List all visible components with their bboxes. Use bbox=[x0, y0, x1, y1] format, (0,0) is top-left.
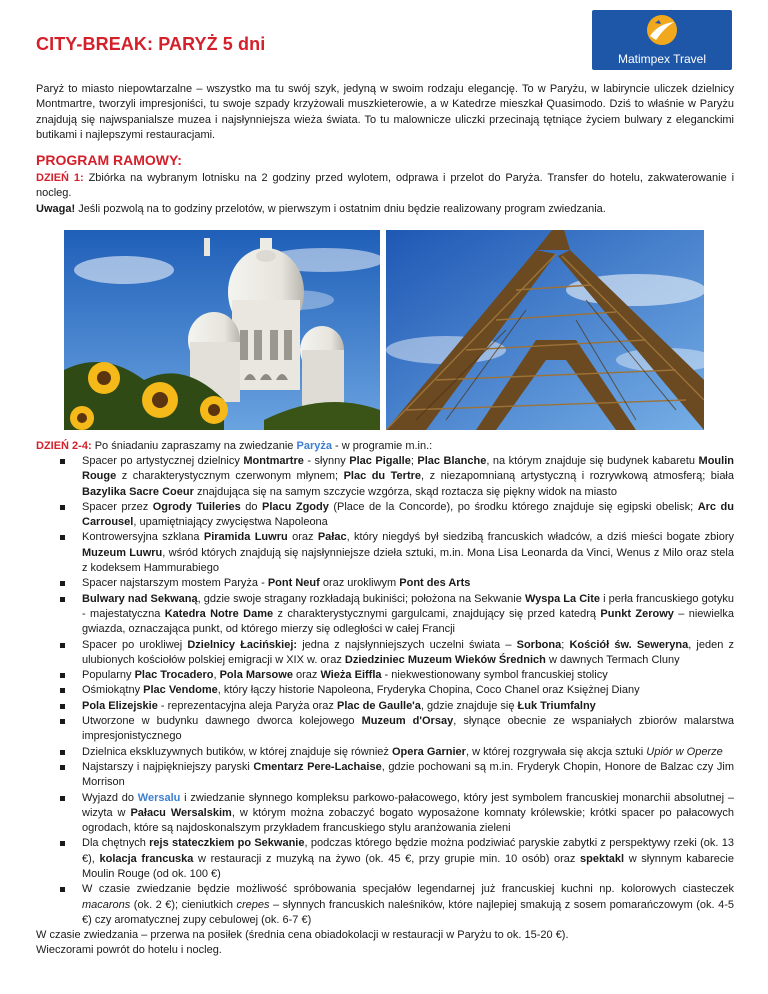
bullet-square-icon bbox=[60, 796, 65, 801]
bold-text: Plac Trocadero bbox=[134, 669, 214, 682]
program-bullet-item bbox=[36, 791, 734, 837]
bullet-text: , w której rozgrywała się akcja sztuki bbox=[465, 745, 647, 758]
bullet-text: ; bbox=[410, 455, 418, 467]
logo-emblem-icon bbox=[642, 14, 682, 46]
bold-text: Dzielnicy Łacińskiej: bbox=[187, 638, 298, 651]
company-logo bbox=[592, 10, 732, 70]
bold-text: spektakl bbox=[580, 852, 625, 865]
bold-text: Ogrody Tuileries bbox=[152, 500, 241, 513]
program-heading: PROGRAM RAMOWY: bbox=[36, 152, 182, 168]
bold-text: Pola Elizejskie bbox=[82, 699, 158, 712]
bold-text: Sorbona bbox=[516, 638, 562, 651]
day1-note-label: Uwaga! bbox=[36, 202, 76, 215]
bullet-text: , gdzie pochowani są m.in. Fryderyk Chopin, Honore de Balzac czy Jim Morrison bbox=[82, 760, 734, 789]
bullet-text: jedna z najsłynniejszych uczelni świata – bbox=[297, 638, 517, 651]
bold-text: Placu Zgody bbox=[262, 500, 329, 513]
program-bullet-item bbox=[36, 530, 734, 576]
bullet-square-icon bbox=[60, 535, 65, 540]
program-bullet-list bbox=[36, 454, 734, 928]
bold-text: Dziedziniec Muzeum Wieków Średnich bbox=[344, 653, 546, 666]
bullet-square-icon bbox=[60, 765, 65, 770]
day24-text-before: Po śniadaniu zapraszamy na zwiedzanie bbox=[94, 440, 294, 452]
bold-text: Opera Garnier bbox=[391, 745, 466, 758]
bullet-square-icon bbox=[60, 688, 65, 693]
bullet-text: , który łączy historie Napoleona, Fryderyka Chopina, Coco Chanel oraz Księżnej Diany bbox=[217, 684, 640, 697]
bullet-text: , z niezapomnianą artystyczną i rozrywkową atmosferą; biała bbox=[421, 470, 734, 483]
bullet-square-icon bbox=[60, 505, 65, 510]
bold-text: Punkt Zerowy bbox=[600, 607, 674, 620]
bullet-text: Wyjazd do bbox=[82, 791, 138, 804]
bullet-text: – niewielka gwiazda, oznaczająca punkt, od którego mierzy się odległości w całej Francji bbox=[82, 607, 734, 636]
bold-text: Arc du Carrousel bbox=[82, 500, 734, 529]
closing-section bbox=[36, 928, 734, 959]
bold-text: Muzeum d'Orsay bbox=[361, 715, 454, 728]
bullet-text: W czasie zwiedzanie będzie możliwość spróbowania specjałów legendarnej już francuskiej kuchni np. kolorowych ciasteczek bbox=[82, 883, 734, 896]
bullet-text: oraz urokliwym bbox=[319, 577, 400, 590]
bullet-text: , gdzie znajduje się bbox=[420, 699, 518, 712]
program-bullet-item bbox=[36, 683, 734, 698]
bullet-text: , w którym można zobaczyć bogato wyposażone komnaty królewskie; krótki spacer po pałacowych ogrodach, które są najdoskonalszym przykładem francuskiego stylu aranżowania zieleni bbox=[82, 806, 734, 835]
bullet-text: z charakterystycznym czerwonym młynem; bbox=[116, 470, 344, 483]
day24-text-after: - w programie m.in.: bbox=[335, 440, 433, 452]
bullet-square-icon bbox=[60, 750, 65, 755]
bullet-text: Spacer najstarszym mostem Paryża - bbox=[82, 577, 268, 590]
bullet-text: w słynnym kabarecie Moulin Rouge (od ok. 100 €) bbox=[82, 852, 734, 881]
program-bullet-item bbox=[36, 714, 734, 745]
bullet-text: - słynny bbox=[303, 455, 350, 467]
bullet-square-icon bbox=[60, 643, 65, 648]
bold-text: Wieża Eiffla bbox=[320, 669, 382, 682]
bullet-square-icon bbox=[60, 673, 65, 678]
closing-line-2: Wieczorami powrót do hotelu i nocleg. bbox=[36, 944, 222, 957]
bullet-text: , podczas którego będzie można podziwiać paryskie zabytki z perspektywy rzeki (ok. 13 €), bbox=[82, 837, 735, 865]
sacre-coeur-photo bbox=[64, 230, 380, 430]
bold-text: Plac Vendome bbox=[143, 684, 218, 697]
program-bullet-item bbox=[36, 745, 734, 760]
program-bullet-item bbox=[36, 592, 734, 638]
day1-section bbox=[36, 171, 734, 217]
bold-text: Bazylika Sacre Coeur bbox=[82, 485, 194, 498]
day24-label: DZIEŃ 2-4: bbox=[36, 440, 92, 452]
bullet-text: (Place de la Concorde), po środku którego znajduje się egipski obelisk; bbox=[328, 500, 698, 513]
bullet-square-icon bbox=[60, 459, 65, 464]
bullet-text: , na którym znajduje się budynek kabaretu bbox=[486, 455, 699, 467]
bold-text: Bulwary nad Sekwaną bbox=[82, 592, 198, 605]
bold-text: Plac Pigalle bbox=[349, 455, 411, 467]
bold-text: Pont des Arts bbox=[399, 577, 471, 590]
bold-text: Montmartre bbox=[243, 455, 304, 467]
bullet-square-icon bbox=[60, 841, 65, 846]
day1-note-text: Jeśli pozwolą na to godziny przelotów, w pierwszym i ostatnim dniu będzie realizowany program zwiedzania. bbox=[78, 202, 606, 215]
bullet-square-icon bbox=[60, 704, 65, 709]
bullet-text: Spacer po urokliwej bbox=[82, 638, 188, 651]
bullet-text: w restauracji z muzyką na żywo (ok. 45 €, przy grupie min. 10 osób) oraz bbox=[193, 852, 581, 865]
bold-text: Piramida Luwru bbox=[203, 531, 288, 544]
bullet-text: , gdzie swoje stragany rozkładają bukiniści; położona na Sekwanie bbox=[197, 592, 525, 605]
versailles-link[interactable]: Wersalu bbox=[137, 791, 181, 804]
bullet-text: - reprezentacyjna aleja Paryża oraz bbox=[157, 699, 337, 712]
bullet-text: z charakterystycznymi gargulcami, znajdujący się przed katedrą bbox=[273, 607, 601, 620]
bold-text: Kościół św. Seweryna bbox=[569, 638, 689, 651]
day24-intro bbox=[36, 439, 734, 454]
bullet-square-icon bbox=[60, 719, 65, 724]
bullet-text: i zwiedzanie słynnego kompleksu parkowo-pałacowego, który jest symbolem francuskiej monarchii absolutnej – wizyta w bbox=[82, 791, 735, 819]
program-bullet-item bbox=[36, 668, 734, 683]
bullet-text: znajdująca się na samym szczycie wzgórza, skąd roztacza się piękny widok na miasto bbox=[193, 485, 617, 498]
program-bullet-item bbox=[36, 836, 734, 882]
logo-text: Matimpex Travel bbox=[617, 52, 707, 66]
eiffel-tower-photo bbox=[386, 230, 704, 430]
program-bullet-item bbox=[36, 454, 734, 500]
bold-text: Pałac bbox=[317, 531, 347, 544]
bullet-text: Dla chętnych bbox=[82, 837, 150, 850]
bold-text: Katedra Notre Dame bbox=[164, 607, 274, 620]
bullet-text: i perła francuskiego gotyku - majestatyczna bbox=[82, 592, 734, 620]
program-bullet-item bbox=[36, 699, 734, 714]
bullet-text: w dawnych Termach Cluny bbox=[545, 653, 680, 666]
bullet-text: Dzielnica ekskluzywnych butików, w której znajduje się również bbox=[82, 745, 392, 758]
bold-text: rejs stateczkiem po Sekwanie bbox=[149, 837, 305, 850]
bullet-text: - niekwestionowany symbol francuskiej stolicy bbox=[381, 669, 608, 682]
bullet-square-icon bbox=[60, 581, 65, 586]
bullet-text: Spacer po artystycznej dzielnicy bbox=[82, 455, 244, 467]
bullet-text: Utworzone w budynku dawnego dworca kolejowego bbox=[82, 715, 362, 728]
bullet-text: , który niegdyś był siedzibą francuskich władców, a dziś mieści bogate zbiory bbox=[346, 531, 734, 544]
program-bullet-item bbox=[36, 638, 734, 669]
bullet-text: – słynnych francuskich naleśników, które najlepiej smakują z sosem pomarańczowym (ok. 4-5 €) czy aromatycznej zupy cebulowej (ok. 6-7 €) bbox=[82, 898, 734, 926]
bold-text: Pola Marsowe bbox=[219, 669, 293, 682]
bullet-text: , bbox=[213, 669, 220, 682]
bold-text: Muzeum Luwru bbox=[82, 546, 163, 559]
italic-text: Upiór w Operze bbox=[646, 745, 723, 758]
bold-text: Plac du Tertre bbox=[343, 470, 422, 483]
bullet-text: Kontrowersyjna szklana bbox=[82, 531, 204, 544]
italic-text: crepes bbox=[236, 898, 270, 911]
day1-text: Zbiórka na wybranym lotnisku na 2 godziny przed wylotem, odprawa i przelot do Paryża. Transfer do hotelu, zakwaterowanie i nocleg. bbox=[36, 172, 735, 200]
day1-label: DZIEŃ 1: bbox=[36, 172, 84, 184]
program-bullet-item bbox=[36, 500, 734, 531]
bullet-text: Popularny bbox=[82, 669, 135, 682]
bold-text: Plac Blanche bbox=[417, 455, 487, 467]
italic-text: macarons bbox=[82, 898, 131, 911]
bullet-text: Spacer przez bbox=[82, 500, 153, 513]
bold-text: kolacja francuska bbox=[99, 852, 194, 865]
bold-text: Łuk Triumfalny bbox=[517, 699, 596, 712]
page-title: CITY-BREAK: PARYŻ 5 dni bbox=[36, 34, 266, 54]
bullet-text: do bbox=[240, 500, 263, 513]
bullet-text: , upamiętniający zwycięstwa Napoleona bbox=[133, 516, 328, 529]
bold-text: Wyspa La Cite bbox=[524, 592, 600, 605]
bold-text: Cmentarz Pere-Lachaise bbox=[253, 760, 382, 773]
program-bullet-item bbox=[36, 882, 734, 928]
bullet-square-icon bbox=[60, 597, 65, 602]
intro-paragraph: Paryż to miasto niepowtarzalne – wszystko ma tu swój szyk, jedyną w swoim rodzaju elegancję. To w Paryżu, w labiryncie uliczek dzielnicy Montmartre, tworzyli impresjoniści, tu swoje szpady krzyżowali muszkieterowie, a w Katedrze mieszkał Quasimodo. Dziś to właśnie w Paryżu znajdują się najwspanialsze muzea i najsłynniejsza wieża świata. To tu malownicze uliczki przecinają tętniące życiem bulwary z eleganckimi butikami i najlepszymi restauracjami. bbox=[36, 83, 734, 141]
program-bullet-item bbox=[36, 760, 734, 791]
bold-text: Pałacu Wersalskim bbox=[130, 806, 232, 819]
bold-text: Pont Neuf bbox=[267, 577, 320, 590]
bullet-text: Najstarszy i najpiękniejszy paryski bbox=[82, 760, 254, 773]
bullet-text: , wśród których znajdują się najsłynniejsze dzieła sztuki, m.in. Mona Lisa Leonarda da Vinci, Wenus z Milo oraz stela z kodeksem Hammurabiego bbox=[82, 546, 734, 575]
bullet-square-icon bbox=[60, 887, 65, 892]
closing-line-1: W czasie zwiedzania – przerwa na posiłek (średnia cena obiadokolacji w restauracji w Paryżu to ok. 15-20 €). bbox=[36, 929, 569, 941]
bullet-text: oraz bbox=[292, 669, 321, 682]
bullet-text: , jeden z ulubionych kościołów polskiej emigracji w XIX w. oraz bbox=[82, 638, 734, 666]
bold-text: Plac de Gaulle'a bbox=[336, 699, 421, 712]
bullet-text: ; bbox=[561, 638, 570, 651]
bullet-text: (ok. 2 €); cieniutkich bbox=[130, 898, 237, 911]
program-bullet-item bbox=[36, 576, 734, 591]
bold-text: Moulin Rouge bbox=[82, 455, 734, 483]
bullet-text: , słynące obecnie ze wspaniałych zbiorów malarstwa impresjonistycznego bbox=[82, 715, 734, 743]
paris-link[interactable]: Paryża bbox=[296, 440, 332, 452]
bullet-text: Ośmiokątny bbox=[82, 684, 144, 697]
bullet-text: oraz bbox=[287, 531, 318, 544]
